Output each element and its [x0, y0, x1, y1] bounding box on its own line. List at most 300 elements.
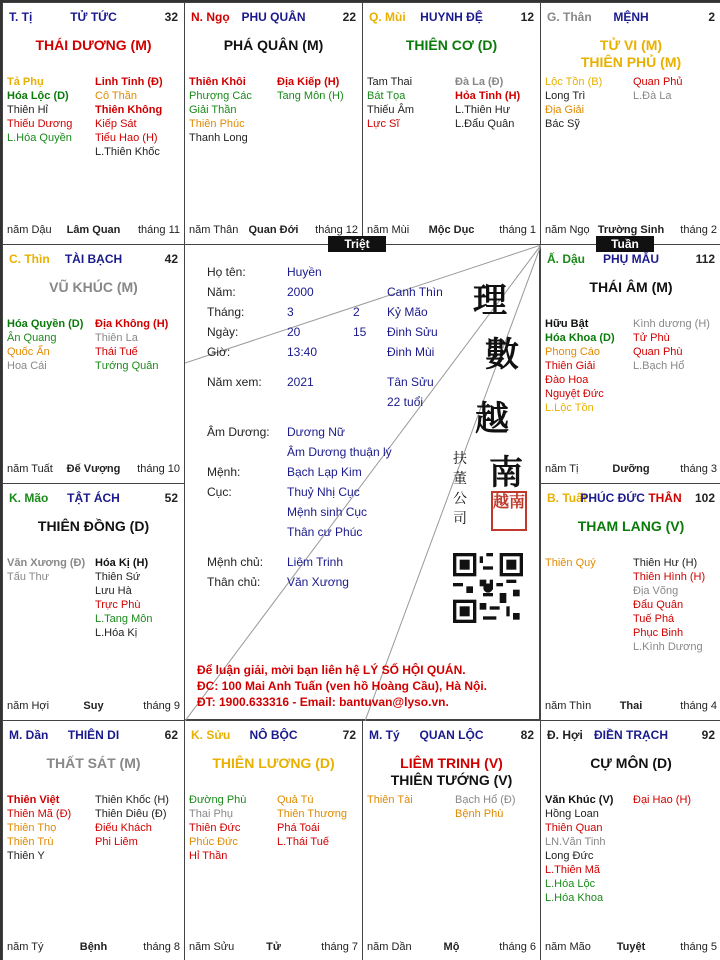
- star-item: Cô Thần: [95, 90, 137, 102]
- main-stars: [5, 518, 182, 535]
- palace-cell-ty: [362, 720, 541, 960]
- calligraphy-char-1: 理: [473, 281, 507, 321]
- star-item: L.Hóa Kị: [95, 627, 138, 639]
- star-item: Thiếu Dương: [7, 118, 73, 130]
- info-row: [185, 375, 485, 391]
- life-stage: Lâm Quan: [66, 224, 121, 236]
- palace-cell-dan: [2, 720, 185, 960]
- star-item: Thiên Diêu (Đ): [95, 808, 167, 820]
- palace-name: PHÚC ĐỨC THÂN: [580, 491, 682, 505]
- month-label: tháng 4: [680, 700, 717, 712]
- star-item: Thiên Việt: [7, 794, 60, 806]
- star-item: Địa Võng: [633, 585, 679, 597]
- year-label: năm Mùi: [367, 224, 410, 236]
- stars-column-right: [95, 75, 179, 159]
- life-stage: Tuyệt: [616, 941, 646, 953]
- palace-footer: [7, 700, 180, 714]
- stars-column-left: [189, 75, 273, 145]
- star-item: Thiên La: [95, 332, 138, 344]
- life-stage: Mộc Dục: [428, 224, 475, 236]
- main-stars: [543, 518, 719, 535]
- info-value: 13:40: [287, 345, 318, 359]
- info-value: Mệnh sinh Cục: [287, 505, 368, 519]
- star-item: Thiên Giải: [545, 360, 596, 372]
- star-item: Thiên Không: [95, 104, 163, 116]
- star-item: Thanh Long: [189, 132, 248, 144]
- stars-column-left: [7, 317, 91, 373]
- life-stage: Quan Đới: [248, 224, 299, 236]
- stars-column-right: [455, 75, 539, 131]
- palace-footer: [545, 700, 717, 714]
- palace-header: [547, 728, 715, 744]
- palace-header: [547, 252, 715, 268]
- contact-address: ĐC: 100 Mai Anh Tuấn (ven hồ Hoàng Cầu), Hà Nội.: [197, 679, 488, 693]
- stars-column-right: [633, 556, 717, 654]
- branch-label: T. Tị: [9, 10, 33, 24]
- palace-cell-than: [540, 2, 720, 245]
- palace-footer: [7, 463, 180, 477]
- main-stars: [543, 755, 719, 772]
- info-value: 2021: [287, 375, 314, 389]
- life-stage: Trường Sinh: [597, 224, 665, 236]
- stars-column-right: [277, 75, 361, 103]
- year-label: năm Tý: [7, 941, 44, 953]
- year-label: năm Ngọ: [545, 224, 590, 236]
- month-label: tháng 5: [680, 941, 717, 953]
- star-item: Văn Xương (Đ): [7, 557, 86, 569]
- star-item: Đại Hao (H): [633, 794, 692, 806]
- info-value: Văn Xương: [287, 575, 349, 589]
- star-item: Tam Thai: [367, 76, 413, 88]
- info-label: Cục:: [207, 485, 232, 499]
- life-stage: Suy: [83, 700, 104, 712]
- stars-column-left: [7, 75, 91, 145]
- palace-name: PHU QUÂN: [241, 10, 306, 24]
- month-label: tháng 10: [137, 463, 180, 475]
- triet-marker: Triệt: [328, 236, 386, 252]
- info-label: Giờ:: [207, 345, 231, 359]
- info-label: Mệnh chủ:: [207, 555, 264, 569]
- info-row: [185, 425, 485, 441]
- branch-label: N. Ngọ: [191, 10, 230, 24]
- palace-number: 62: [164, 728, 178, 742]
- info-value: 3: [287, 305, 294, 319]
- main-stars: [187, 37, 360, 54]
- star-item: Phi Liêm: [95, 836, 138, 848]
- star-item: Tuế Phá: [633, 613, 675, 625]
- palace-header: [547, 10, 715, 26]
- palace-number: 22: [342, 10, 356, 24]
- stars-column-right: [455, 793, 539, 821]
- palace-header: [9, 252, 178, 268]
- info-label: Năm:: [207, 285, 236, 299]
- stars-column-left: [7, 556, 91, 584]
- month-label: tháng 12: [315, 224, 358, 236]
- palace-number: 72: [342, 728, 356, 742]
- info-row: [185, 505, 485, 521]
- star-item: Thiên Hỉ: [7, 104, 48, 116]
- palace-number: 12: [520, 10, 534, 24]
- star-item: Kình dương (H): [633, 318, 710, 330]
- palace-name: HUYNH ĐỆ: [420, 10, 483, 24]
- stars-column-right: [277, 793, 361, 849]
- palace-footer: [7, 941, 180, 955]
- star-item: Quan Phủ: [633, 76, 683, 88]
- palace-header: [369, 728, 534, 744]
- palace-cell-ngo: [184, 2, 363, 245]
- stars-column-right: [633, 793, 717, 807]
- palace-header: [191, 10, 356, 26]
- info-row: [185, 325, 485, 341]
- star-item: Ân Quang: [7, 332, 57, 344]
- star-item: Địa Không (H): [95, 318, 169, 330]
- palace-footer: [367, 941, 536, 955]
- star-item: Long Trì: [545, 90, 586, 102]
- star-item: L.Hóa Quyền: [7, 132, 72, 144]
- star-item: Thiên Thọ: [7, 822, 57, 834]
- star-item: Đà La (Đ): [455, 76, 504, 88]
- star-item: Long Đức: [545, 850, 594, 862]
- info-value: Dương Nữ: [287, 425, 345, 439]
- palace-name: THIÊN DI: [67, 728, 120, 742]
- info-label: Tháng:: [207, 305, 245, 319]
- star-item: Thiên Hư (H): [633, 557, 698, 569]
- branch-label: Ấ. Dậu: [547, 252, 586, 266]
- year-label: năm Thìn: [545, 700, 592, 712]
- star-item: Thiên Y: [7, 850, 45, 862]
- month-label: tháng 1: [499, 224, 536, 236]
- star-item: Thiên Trù: [7, 836, 54, 848]
- info-value-canchi: Tân Sửu: [387, 375, 434, 389]
- main-stars: [5, 279, 182, 296]
- red-seal-stamp: 越南: [491, 491, 527, 531]
- month-label: tháng 3: [680, 463, 717, 475]
- main-star: THIÊN LƯƠNG (D): [212, 755, 335, 771]
- star-item: L.Kình Dương: [633, 641, 703, 653]
- main-stars: [543, 279, 719, 296]
- main-star: TỬ VI (M): [599, 37, 663, 53]
- month-label: tháng 9: [143, 700, 180, 712]
- palace-cell-mui: [362, 2, 541, 245]
- info-value-lunar: 15: [353, 325, 367, 339]
- info-value: Huyền: [287, 265, 322, 279]
- palace-footer: [7, 224, 180, 238]
- branch-label: C. Thìn: [9, 252, 50, 266]
- main-stars: [5, 37, 182, 54]
- stars-column-right: [633, 317, 717, 373]
- main-star: THIÊN TƯỚNG (V): [390, 772, 513, 788]
- star-item: Thiên Quý: [545, 557, 596, 569]
- branch-label: G. Thân: [547, 10, 592, 24]
- main-star: THÁI ÂM (M): [589, 279, 673, 295]
- palace-name: QUAN LỘC: [419, 728, 484, 742]
- palace-number: 2: [708, 10, 715, 24]
- star-item: Tử Phù: [633, 332, 670, 344]
- palace-name: NÔ BỘC: [249, 728, 298, 742]
- star-item: Văn Khúc (V): [545, 794, 614, 806]
- star-item: Phục Binh: [633, 627, 684, 639]
- info-label: Mệnh:: [207, 465, 241, 479]
- palace-number: 102: [694, 491, 715, 505]
- info-value-lunar: 2: [353, 305, 360, 319]
- star-item: Lực Sĩ: [367, 118, 400, 130]
- star-item: L.Thiên Hư: [455, 104, 511, 116]
- palace-name: PHỤ MẪU: [603, 252, 659, 266]
- info-row: [185, 555, 485, 571]
- star-item: Nguyệt Đức: [545, 388, 604, 400]
- palace-cell-dau: [540, 244, 720, 484]
- main-stars: [365, 37, 538, 54]
- stars-column-right: [95, 556, 179, 640]
- info-value-canchi: Kỷ Mão: [387, 305, 428, 319]
- info-label: Thân chủ:: [207, 575, 261, 589]
- stars-column-left: [545, 75, 629, 131]
- info-value: 2000: [287, 285, 314, 299]
- star-item: L.Đẩu Quân: [455, 118, 515, 130]
- palace-header: [9, 728, 178, 744]
- stars-column-right: [633, 75, 717, 103]
- info-row: [185, 395, 485, 411]
- star-item: Thiên Quan: [545, 822, 603, 834]
- main-star: THIÊN ĐỒNG (D): [37, 518, 150, 534]
- contact-line-1: Để luận giải, mời bạn liên hệ LÝ SỐ HỘI QUÁN.: [197, 663, 466, 677]
- info-label: Ngày:: [207, 325, 239, 339]
- info-value: Âm Dương thuận lý: [287, 445, 392, 459]
- star-item: Thai Phụ: [189, 808, 234, 820]
- calligraphy-small: 扶 董 公 司: [453, 451, 467, 527]
- branch-label: Đ. Hợi: [547, 728, 583, 742]
- star-item: L.Hóa Lộc: [545, 878, 596, 890]
- info-label: Năm xem:: [207, 375, 262, 389]
- center-info-panel: [184, 244, 540, 720]
- star-item: L.Thiên Mã: [545, 864, 601, 876]
- star-item: Tiểu Hao (H): [95, 132, 158, 144]
- star-item: Hồng Loan: [545, 808, 599, 820]
- palace-cell-suu: [184, 720, 363, 960]
- palace-name: ĐIỀN TRẠCH: [594, 728, 668, 742]
- star-item: L.Bạch Hổ: [633, 360, 685, 372]
- main-star: VŨ KHÚC (M): [49, 279, 138, 295]
- palace-footer: [545, 941, 717, 955]
- info-value: Liêm Trinh: [287, 555, 344, 569]
- star-item: Quốc Ấn: [7, 346, 50, 358]
- palace-header: [369, 10, 534, 26]
- year-label: năm Mão: [545, 941, 591, 953]
- star-item: Bệnh Phù: [455, 808, 504, 820]
- calligraphy-char-2: 數: [485, 335, 519, 375]
- info-value: 20: [287, 325, 301, 339]
- star-item: Điếu Khách: [95, 822, 152, 834]
- stars-column-left: [7, 793, 91, 863]
- calligraphy-char-4: 南: [489, 453, 523, 493]
- month-label: tháng 6: [499, 941, 536, 953]
- main-stars: [365, 755, 538, 789]
- palace-footer: [367, 224, 536, 238]
- star-item: Phượng Các: [189, 90, 252, 102]
- star-item: Hóa Quyền (D): [7, 318, 84, 330]
- main-star: THÁI DƯƠNG (M): [35, 37, 152, 53]
- star-item: Thái Tuế: [95, 346, 138, 358]
- star-item: Hóa Kị (H): [95, 557, 149, 569]
- palace-header: [9, 491, 178, 507]
- calligraphy-char-3: 越: [475, 399, 509, 439]
- star-item: Thiên Sứ: [95, 571, 141, 583]
- info-value-canchi: Đinh Sửu: [387, 325, 438, 339]
- life-stage: Bệnh: [79, 941, 108, 953]
- qr-code-icon: [453, 553, 523, 623]
- info-value: Bạch Lạp Kim: [287, 465, 362, 479]
- palace-header: [547, 491, 715, 507]
- star-item: Bát Tọa: [367, 90, 406, 102]
- info-row: [185, 265, 485, 281]
- star-item: Thiên Tài: [367, 794, 413, 806]
- main-star: THẤT SÁT (M): [46, 755, 141, 771]
- star-item: Lộc Tồn (B): [545, 76, 603, 88]
- main-star: LIÊM TRINH (V): [400, 755, 503, 771]
- main-star: PHÁ QUÂN (M): [223, 37, 324, 53]
- palace-header: [9, 10, 178, 26]
- star-item: L.Thái Tuế: [277, 836, 329, 848]
- month-label: tháng 11: [137, 224, 180, 236]
- palace-number: 92: [701, 728, 715, 742]
- star-item: LN.Văn Tinh: [545, 836, 606, 848]
- tuan-marker: Tuần: [596, 236, 654, 252]
- main-star: THIÊN CƠ (D): [405, 37, 498, 53]
- main-stars: [5, 755, 182, 772]
- star-item: Tang Môn (H): [277, 90, 344, 102]
- info-row: [185, 305, 485, 321]
- palace-name: MỆNH: [613, 10, 649, 24]
- month-label: tháng 7: [321, 941, 358, 953]
- stars-column-right: [95, 317, 179, 373]
- branch-label: M. Dần: [9, 728, 49, 742]
- life-stage: Dưỡng: [612, 463, 650, 475]
- palace-number: 82: [520, 728, 534, 742]
- palace-number: 52: [164, 491, 178, 505]
- star-item: Phá Toái: [277, 822, 320, 834]
- palace-cell-tuat: [540, 483, 720, 721]
- star-item: Hỏa Tinh (H): [455, 90, 521, 102]
- main-star: THAM LANG (V): [577, 518, 685, 534]
- star-item: Tướng Quân: [95, 360, 159, 372]
- palace-cell-ti: [2, 2, 185, 245]
- palace-cell-thin: [2, 244, 185, 484]
- star-item: Quan Phù: [633, 346, 683, 358]
- star-item: Đường Phù: [189, 794, 247, 806]
- star-item: Tấu Thư: [7, 571, 50, 583]
- year-label: năm Dậu: [7, 224, 52, 236]
- palace-cell-mao: [2, 483, 185, 721]
- star-item: Kiếp Sát: [95, 118, 137, 130]
- star-item: Đẩu Quân: [633, 599, 684, 611]
- star-item: L.Thiên Khốc: [95, 146, 160, 158]
- info-row: [185, 525, 485, 541]
- star-item: Tả Phụ: [7, 76, 44, 88]
- branch-label: M. Tý: [369, 728, 400, 742]
- year-label: năm Tuất: [7, 463, 53, 475]
- star-item: Hóa Lộc (D): [7, 90, 69, 102]
- info-row: [185, 285, 485, 301]
- main-star: THIÊN PHỦ (M): [580, 54, 682, 70]
- year-label: năm Thân: [189, 224, 239, 236]
- star-item: Giải Thần: [189, 104, 237, 116]
- palace-number: 32: [164, 10, 178, 24]
- palace-name: TỬ TỨC: [70, 10, 117, 24]
- palace-number: 42: [164, 252, 178, 266]
- star-item: L.Lộc Tồn: [545, 402, 594, 414]
- stars-column-right: [95, 793, 179, 849]
- stars-column-left: [545, 317, 629, 415]
- star-item: Địa Kiếp (H): [277, 76, 340, 88]
- star-item: Thiên Hình (H): [633, 571, 706, 583]
- info-value: Thân cư Phúc: [287, 525, 363, 539]
- info-value-canchi: Đinh Mùi: [387, 345, 435, 359]
- stars-column-left: [545, 793, 629, 905]
- stars-column-left: [189, 793, 273, 863]
- life-stage: Đế Vượng: [66, 463, 121, 475]
- info-row: [185, 345, 485, 361]
- star-item: Lưu Hà: [95, 585, 132, 597]
- palace-header: [191, 728, 356, 744]
- star-item: Phúc Đức: [189, 836, 238, 848]
- star-item: Linh Tinh (Đ): [95, 76, 163, 88]
- star-item: Bác Sỹ: [545, 118, 580, 130]
- star-item: Quả Tú: [277, 794, 314, 806]
- main-stars: [187, 755, 360, 772]
- stars-column-left: [545, 556, 629, 570]
- info-row: [185, 445, 485, 461]
- star-item: Thiên Đức: [189, 822, 241, 834]
- branch-label: K. Mão: [9, 491, 49, 505]
- stars-column-left: [367, 793, 451, 807]
- star-item: Phong Cáo: [545, 346, 601, 358]
- month-label: tháng 2: [680, 224, 717, 236]
- contact-phone-email: ĐT: 1900.633316 - Email: bantuvan@lyso.vn.: [197, 695, 449, 709]
- star-item: Địa Giải: [545, 104, 585, 116]
- palace-footer: [189, 941, 358, 955]
- branch-label: B. Tuất: [547, 491, 587, 505]
- star-item: Thiên Thương: [277, 808, 348, 820]
- palace-number: 112: [695, 252, 715, 266]
- year-label: năm Sửu: [189, 941, 235, 953]
- star-item: Hỉ Thần: [189, 850, 228, 862]
- info-row: [185, 575, 485, 591]
- info-label: Âm Dương:: [207, 425, 270, 439]
- year-label: năm Tị: [545, 463, 579, 475]
- star-item: Thiếu Âm: [367, 104, 415, 116]
- life-stage: Tử: [266, 941, 281, 953]
- branch-label: Q. Mùi: [369, 10, 406, 24]
- year-label: năm Dần: [367, 941, 412, 953]
- palace-name: TẬT ÁCH: [67, 491, 120, 505]
- star-item: L.Đà La: [633, 90, 672, 102]
- star-item: L.Hóa Khoa: [545, 892, 604, 904]
- star-item: Trực Phù: [95, 599, 141, 611]
- info-value-canchi: 22 tuổi: [387, 395, 424, 409]
- palace-cell-hoi: [540, 720, 720, 960]
- star-item: L.Tang Môn: [95, 613, 153, 625]
- main-star: CỰ MÔN (D): [590, 755, 672, 771]
- star-item: Hữu Bật: [545, 318, 589, 330]
- star-item: Bạch Hổ (Đ): [455, 794, 516, 806]
- life-stage: Mộ: [443, 941, 460, 953]
- star-item: Thiên Mã (Đ): [7, 808, 72, 820]
- stars-column-left: [367, 75, 451, 131]
- branch-label: K. Sửu: [191, 728, 231, 742]
- info-row: [185, 485, 485, 501]
- life-stage: Thai: [619, 700, 643, 712]
- star-item: Thiên Khôi: [189, 76, 246, 88]
